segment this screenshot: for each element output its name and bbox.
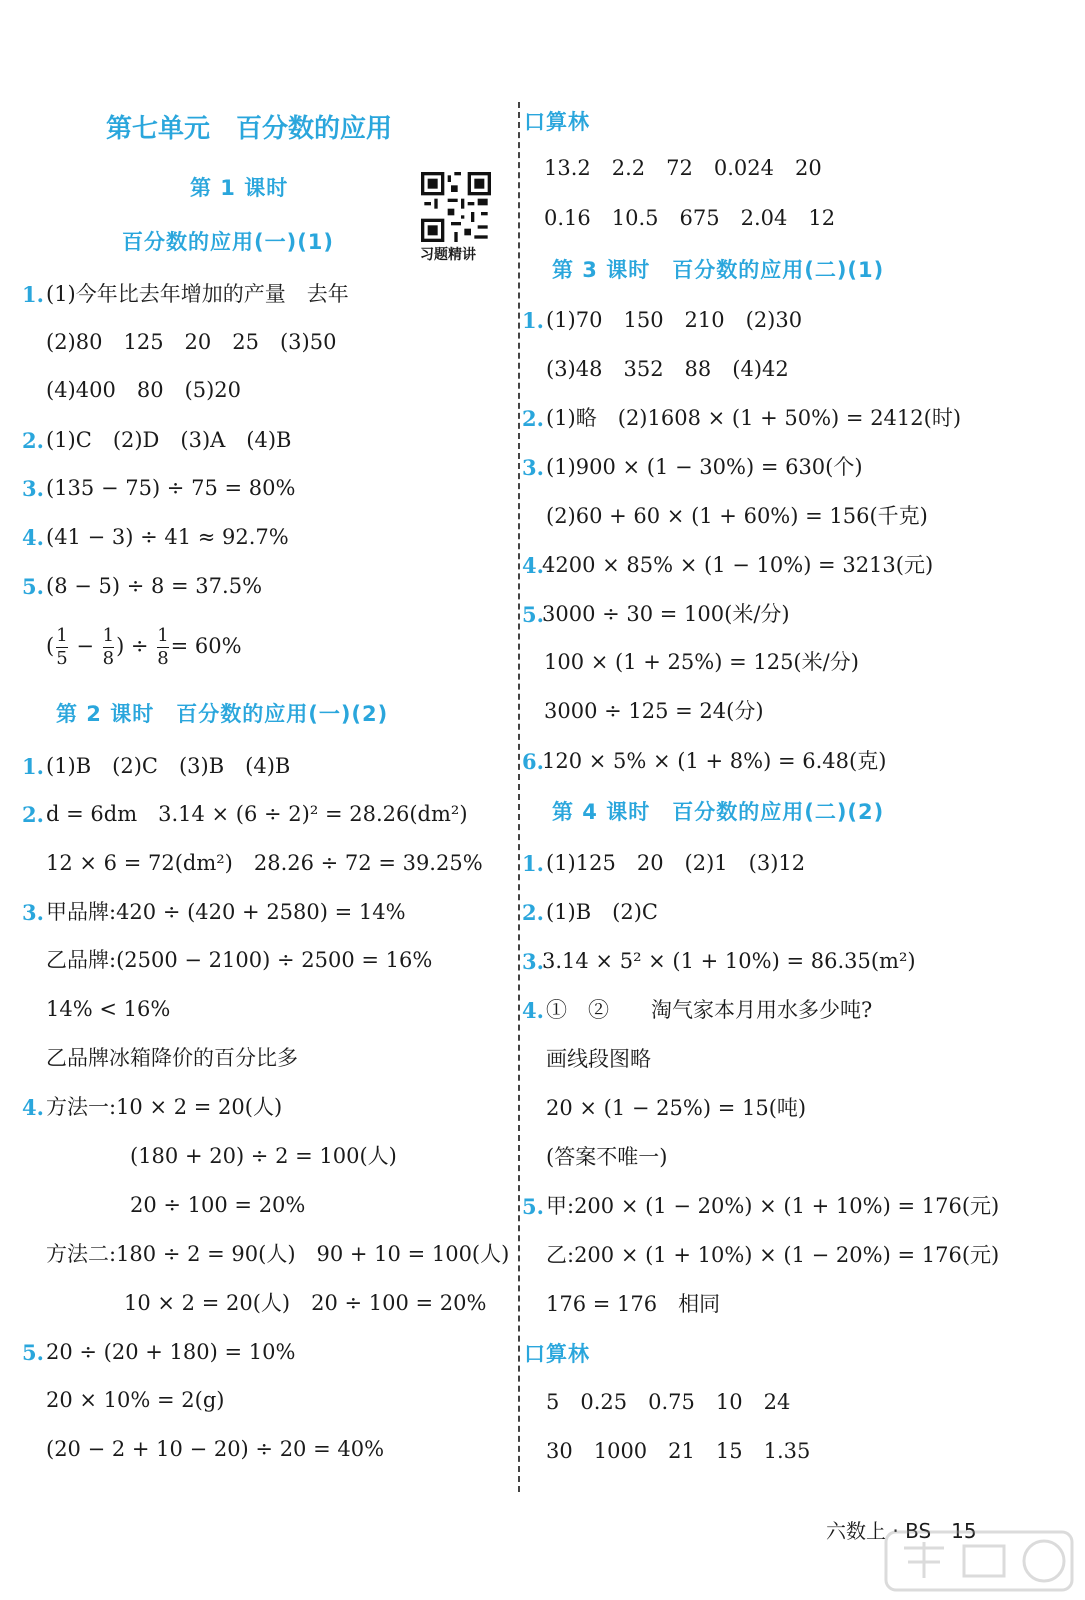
answer-line: 30 1000 21 15 1.35 xyxy=(546,1439,811,1463)
section-lesson-2: 第 2 课时 百分数的应用(一)(2) xyxy=(56,702,389,726)
answer-line: (8 − 5) ÷ 8 = 37.5% xyxy=(46,574,263,598)
section-lesson-3: 第 3 课时 百分数的应用(二)(1) xyxy=(552,258,885,282)
page-footer: 六数上 · BS 15 xyxy=(826,1519,977,1543)
answer-line: (答案不唯一) xyxy=(546,1145,668,1169)
answer-line: (4)400 80 (5)20 xyxy=(46,378,242,402)
answer-line: (1)70 150 210 (2)30 xyxy=(546,308,803,332)
answer-line: 3000 ÷ 30 = 100(米/分) xyxy=(542,602,790,626)
question-number: 4. xyxy=(22,1095,44,1120)
answer-line: 20 ÷ 100 = 20% xyxy=(130,1193,306,1217)
question-number: 6. xyxy=(522,749,544,774)
answer-line: (1)125 20 (2)1 (3)12 xyxy=(546,851,806,875)
column-divider xyxy=(518,102,520,1492)
question-number: 4. xyxy=(522,998,544,1023)
answer-line: 3.14 × 5² × (1 + 10%) = 86.35(m²) xyxy=(542,949,916,973)
question-number: 4. xyxy=(22,525,44,550)
answer-line: 176 = 176 相同 xyxy=(546,1292,721,1316)
question-number: 2. xyxy=(522,900,544,925)
answer-line: 12 × 6 = 72(dm²) 28.26 ÷ 72 = 39.25% xyxy=(46,851,483,875)
answer-line: 14% < 16% xyxy=(46,997,171,1021)
answer-line: 20 ÷ (20 + 180) = 10% xyxy=(46,1340,296,1364)
answer-line: 4200 × 85% × (1 − 10%) = 3213(元) xyxy=(542,553,934,577)
question-number: 1. xyxy=(22,754,44,779)
section-lesson-4: 第 4 课时 百分数的应用(二)(2) xyxy=(552,800,885,824)
answer-line: 13.2 2.2 72 0.024 20 xyxy=(544,156,822,180)
question-number: 5. xyxy=(522,1194,544,1219)
question-number: 3. xyxy=(522,455,544,480)
section-lesson-1-topic: 百分数的应用(一)(1) xyxy=(122,230,335,254)
answer-line: (1)略 (2)1608 × (1 + 50%) = 2412(时) xyxy=(546,406,962,430)
fraction: $\frac{1}{5}$ xyxy=(56,625,68,669)
answer-line: (1)900 × (1 − 30%) = 630(个) xyxy=(546,455,863,479)
question-number: 5. xyxy=(522,602,544,627)
question-number: 5. xyxy=(22,1340,44,1365)
fraction: $\frac{1}{8}$ xyxy=(102,625,115,669)
answer-line: 方法二:180 ÷ 2 = 90(人) 90 + 10 = 100(人) xyxy=(46,1242,510,1266)
question-number: 3. xyxy=(522,949,544,974)
question-number: 2. xyxy=(22,802,44,827)
watermark-logo-icon xyxy=(884,1528,1074,1594)
section-mental-math: 口算林 xyxy=(524,1342,590,1366)
question-number: 3. xyxy=(22,900,44,925)
answer-line: d = 6dm 3.14 × (6 ÷ 2)² = 28.26(dm²) xyxy=(46,802,468,826)
answer-line: (2)60 + 60 × (1 + 60%) = 156(千克) xyxy=(546,504,928,528)
answer-line: (1)B (2)C (3)B (4)B xyxy=(46,754,291,778)
question-number: 3. xyxy=(22,476,44,501)
answer-line: 甲品牌:420 ÷ (420 + 2580) = 14% xyxy=(46,900,406,924)
question-number: 5. xyxy=(22,574,44,599)
answer-line: 方法一:10 × 2 = 20(人) xyxy=(46,1095,283,1119)
answer-line: (20 − 2 + 10 − 20) ÷ 20 = 40% xyxy=(46,1437,385,1461)
answer-line: (1)B (2)C xyxy=(546,900,658,924)
answer-line: (135 − 75) ÷ 75 = 80% xyxy=(46,476,296,500)
answer-line: 120 × 5% × (1 + 8%) = 6.48(克) xyxy=(542,749,887,773)
question-number: 1. xyxy=(522,308,544,333)
answer-line: (3)48 352 88 (4)42 xyxy=(546,357,789,381)
answer-line: 5 0.25 0.75 10 24 xyxy=(546,1390,791,1414)
qr-label: 习题精讲 xyxy=(420,247,476,263)
answer-line: (2)80 125 20 25 (3)50 xyxy=(46,330,337,354)
answer-line: 10 × 2 = 20(人) 20 ÷ 100 = 20% xyxy=(124,1291,487,1315)
answer-line: 乙品牌冰箱降价的百分比多 xyxy=(46,1046,298,1070)
question-number: 2. xyxy=(522,406,544,431)
fraction-equation: ( $\frac{1}{5}$ − $\frac{1}{8}$ ) ÷ $\frac{1}{8}$ = 60% xyxy=(46,625,242,669)
answer-line: 100 × (1 + 25%) = 125(米/分) xyxy=(544,650,859,674)
section-mental-math: 口算林 xyxy=(524,110,590,134)
answer-line: 3000 ÷ 125 = 24(分) xyxy=(544,699,764,723)
question-number: 2. xyxy=(22,428,44,453)
answer-line: 20 × (1 − 25%) = 15(吨) xyxy=(546,1096,807,1120)
answer-line: 20 × 10% = 2(g) xyxy=(46,1388,225,1412)
fraction: $\frac{1}{8}$ xyxy=(157,625,169,669)
answer-line: 乙:200 × (1 + 10%) × (1 − 20%) = 176(元) xyxy=(546,1243,1000,1267)
question-number: 1. xyxy=(522,851,544,876)
answer-line: 0.16 10.5 675 2.04 12 xyxy=(544,206,836,230)
section-lesson-1: 第 1 课时 xyxy=(190,176,289,200)
answer-line: 甲:200 × (1 − 20%) × (1 + 10%) = 176(元) xyxy=(546,1194,1000,1218)
unit-title: 第七单元 百分数的应用 xyxy=(106,114,393,144)
question-number: 4. xyxy=(522,553,544,578)
answer-line: ① ② 淘气家本月用水多少吨? xyxy=(546,998,873,1022)
answer-line: 乙品牌:(2500 − 2100) ÷ 2500 = 16% xyxy=(46,948,433,972)
answer-line: (180 + 20) ÷ 2 = 100(人) xyxy=(130,1144,397,1168)
answer-line: (1)今年比去年增加的产量 去年 xyxy=(46,282,349,306)
qr-code-icon[interactable] xyxy=(421,172,491,242)
question-number: 1. xyxy=(22,282,44,307)
answer-line: 画线段图略 xyxy=(546,1047,651,1071)
answer-line: (41 − 3) ÷ 41 ≈ 92.7% xyxy=(46,525,289,549)
answer-line: (1)C (2)D (3)A (4)B xyxy=(46,428,292,452)
